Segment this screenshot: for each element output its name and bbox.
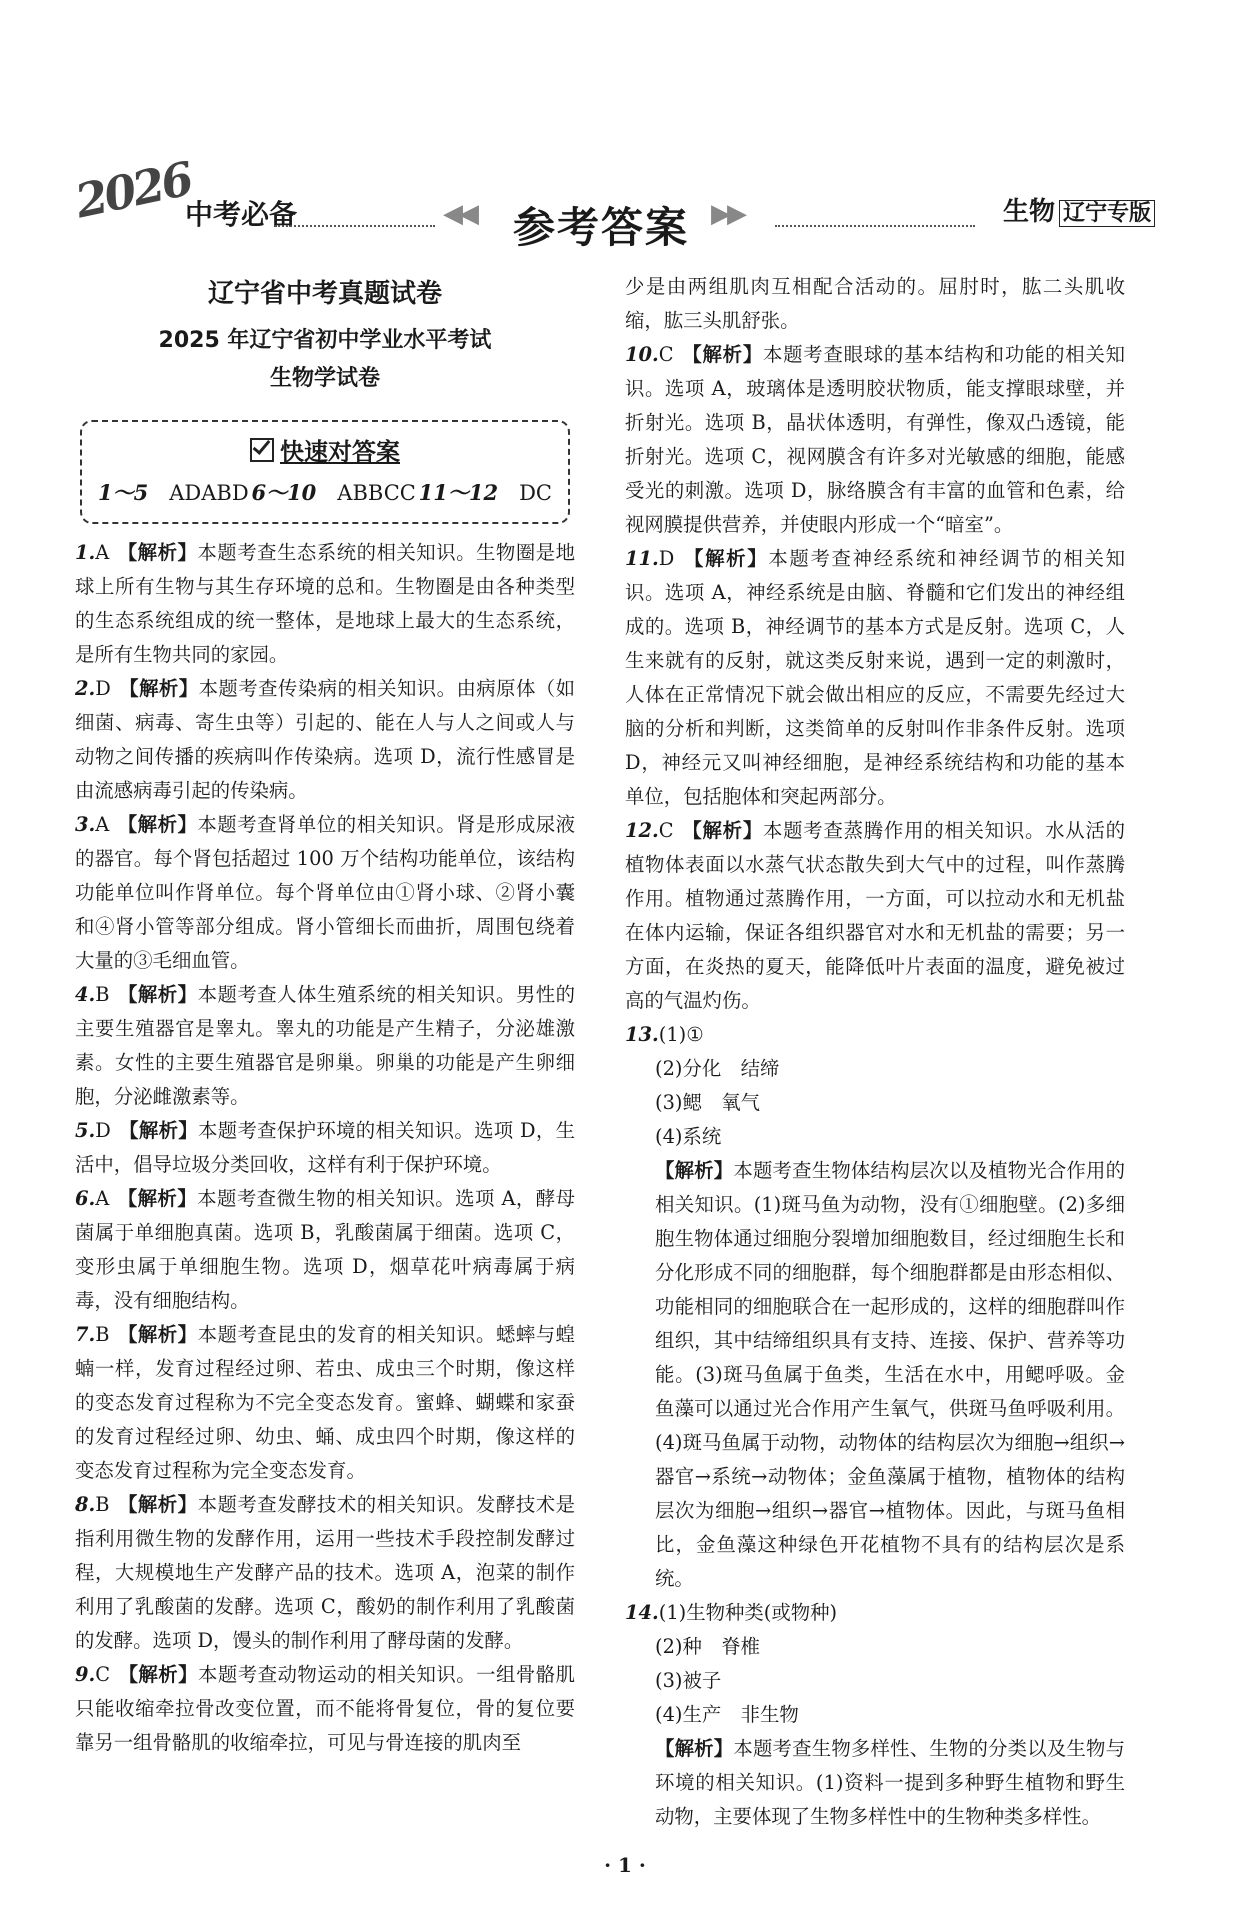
page-number: · 1 · xyxy=(604,1853,646,1877)
answer-item: 7.B 【解析】本题考查昆虫的发育的相关知识。蟋蟀与蝗蝻一样，发育过程经过卵、若虫、成虫三个时期，像这样的变态发育过程称为不完全变态发育。蜜蜂、蝴蝶和家蚕的发育过程经过卵、幼虫、蛹、成虫四个时期，像这样的变态发育过程称为完全变态发育。 xyxy=(75,1323,576,1482)
quick-answer-box xyxy=(80,420,570,524)
question-13: 13.(1)① (2)分化 结缔 (3)鳃 氧气 (4)系统 【解析】本题考查生物体结构层次以及植物光合作用的相关知识。(1)斑马鱼为动物，没有①细胞壁。(2)多细胞生物体通过细胞分裂增加细胞数目，经过细胞生长和分化形成不同的细胞群，每个细胞群都是由形态相似、功能相同的细胞联合在一起形成的，这样的细胞群叫作组织，其中结缔组织具有支持、连接、保护、营养等功能。(3)斑马鱼属于鱼类，生活在水中，用鳃呼吸。金鱼藻可以通过光合作用产生氧气，供斑马鱼呼吸利用。(4)斑马鱼属于动物，动物体的结构层次为细胞→组织→器官→系统→动物体；金鱼藻属于植物，植物体的结构层次为细胞→组织→器官→植物体。因此，与斑马鱼相比，金鱼藻这种绿色开花植物不具有的结构层次是系统。 xyxy=(625,1023,1126,1590)
answer-item: 4.B 【解析】本题考查人体生殖系统的相关知识。男性的主要生殖器官是睾丸。睾丸的功能是产生精子，分泌雄激素。女性的主要生殖器官是卵巢。卵巢的功能是产生卵细胞，分泌雌激素等。 xyxy=(75,983,576,1108)
answer-item: 11.D 【解析】本题考查神经系统和神经调节的相关知识。选项 A，神经系统是由脑、脊髓和它们发出的神经组成的。选项 B，神经调节的基本方式是反射。选项 C，人生来就有的反射，就这类反射来说，遇到一定的刺激时，人体在正常情况下就会做出相应的反应，不需要先经过大脑的分析和判断，这类简单的反射叫作非条件反射。选项 D，神经元又叫神经细胞，是神经系统结构和功能的基本单位，包括胞体和突起两部分。 xyxy=(625,547,1125,808)
answer-item: 3.A 【解析】本题考查肾单位的相关知识。肾是形成尿液的器官。每个肾包括超过 100 万个结构功能单位，该结构功能单位叫作肾单位。每个肾单位由①肾小球、②肾小囊和④肾小管等部分组成。肾小管细长而曲折，周围包绕着大量的③毛细血管。 xyxy=(75,813,576,972)
subject-name: 生物 xyxy=(1002,197,1055,227)
left-answer-list xyxy=(75,536,575,1760)
subject-label xyxy=(1003,191,1155,228)
divider-left xyxy=(275,225,435,227)
exam-subtitle-2: 生物学试卷 xyxy=(269,366,380,391)
quick-answer-title: 快速对答案 xyxy=(98,430,552,474)
divider-right xyxy=(775,225,975,227)
answer-item: 10.C 【解析】本题考查眼球的基本结构和功能的相关知识。选项 A，玻璃体是透明胶状物质，能支撑眼球壁，并折射光。选项 B，晶状体透明，有弹性，像双凸透镜，能折射光。选项 C，视网膜含有许多对光敏感的细胞，能感受光的刺激。选项 D，脉络膜含有丰富的血管和色素，给视网膜提供营养，并使眼内形成一个“暗室”。 xyxy=(625,343,1126,536)
right-answer-list xyxy=(625,338,1125,1018)
answer-item: 5.D 【解析】本题考查保护环境的相关知识。选项 D，生活中，倡导垃圾分类回收，这样有利于保护环境。 xyxy=(75,1119,576,1176)
answer-item: 8.B 【解析】本题考查发酵技术的相关知识。发酵技术是指利用微生物的发酵作用，运用一些技术手段控制发酵过程，大规模地生产发酵产品的技术。选项 A，泡菜的制作利用了乳酸菌的发酵。选项 C，酸奶的制作利用了乳酸菌的发酵。选项 D，馒头的制作利用了酵母菌的发酵。 xyxy=(75,1493,576,1652)
answer-item: 9.C 【解析】本题考查动物运动的相关知识。一组骨骼肌只能收缩牵拉骨改变位置，而不能将骨复位，骨的复位要靠另一组骨骼肌的收缩牵拉，可见与骨连接的肌肉至 xyxy=(75,1663,575,1754)
answer-item: 2.D 【解析】本题考查传染病的相关知识。由病原体（如细菌、病毒、寄生虫等）引起的、能在人与人之间或人与动物之间传播的疾病叫作传染病。选项 D，流行性感冒是由流感病毒引起的传染病。 xyxy=(75,677,576,802)
page-header xyxy=(70,151,1175,252)
question-14: 14.(1)生物种类(或物种) (2)种 脊椎 (3)被子 (4)生产 非生物 【解析】本题考查生物多样性、生物的分类以及生物与环境的相关知识。(1)资料一提到多种野生植物和野生动物，主要体现了生物多样性中的生物种类多样性。 xyxy=(625,1601,1126,1828)
right-column xyxy=(625,270,1125,1834)
arrow-right-icon: ▶▶ xyxy=(711,199,743,229)
banner-title: 参考答案 xyxy=(513,203,690,252)
edition-badge: 辽宁专版 xyxy=(1059,200,1155,227)
checkbox-icon xyxy=(250,438,274,462)
left-column xyxy=(75,270,575,1760)
series-title: 中考必备 xyxy=(185,198,298,231)
quick-answer-row: 1～5 ADABD 6～10 ABBCC 11～12 DC xyxy=(98,480,552,505)
answer-item: 6.A 【解析】本题考查微生物的相关知识。选项 A，酵母菌属于单细胞真菌。选项 B，乳酸菌属于细菌。选项 C，变形虫属于单细胞生物。选项 D，烟草花叶病毒属于病毒，没有细胞结构。 xyxy=(75,1187,576,1312)
exam-title: 辽宁省中考真题试卷 xyxy=(207,279,442,309)
answer-item: 12.C 【解析】本题考查蒸腾作用的相关知识。水从活的植物体表面以水蒸气状态散失到大气中的过程，叫作蒸腾作用。植物通过蒸腾作用，一方面，可以拉动水和无机盐在体内运输，保证各组织器官对水和无机盐的需要；另一方面，在炎热的夏天，能降低叶片表面的温度，避免被过高的气温灼伤。 xyxy=(625,819,1126,1012)
answer-item: 1.A 【解析】本题考查生态系统的相关知识。生物圈是地球上所有生物与其生存环境的总和。生物圈是由各种类型的生态系统组成的统一整体，是地球上最大的生态系统，是所有生物共同的家园。 xyxy=(75,541,576,666)
exam-subtitle-1: 2025 年辽宁省初中学业水平考试 xyxy=(158,328,492,353)
arrow-left-icon: ◀◀ xyxy=(443,199,475,229)
continuation-text: 少是由两组肌肉互相配合活动的。屈肘时，肱二头肌收缩，肱三头肌舒张。 xyxy=(625,275,1125,332)
year-logo: 2026 xyxy=(70,151,196,229)
